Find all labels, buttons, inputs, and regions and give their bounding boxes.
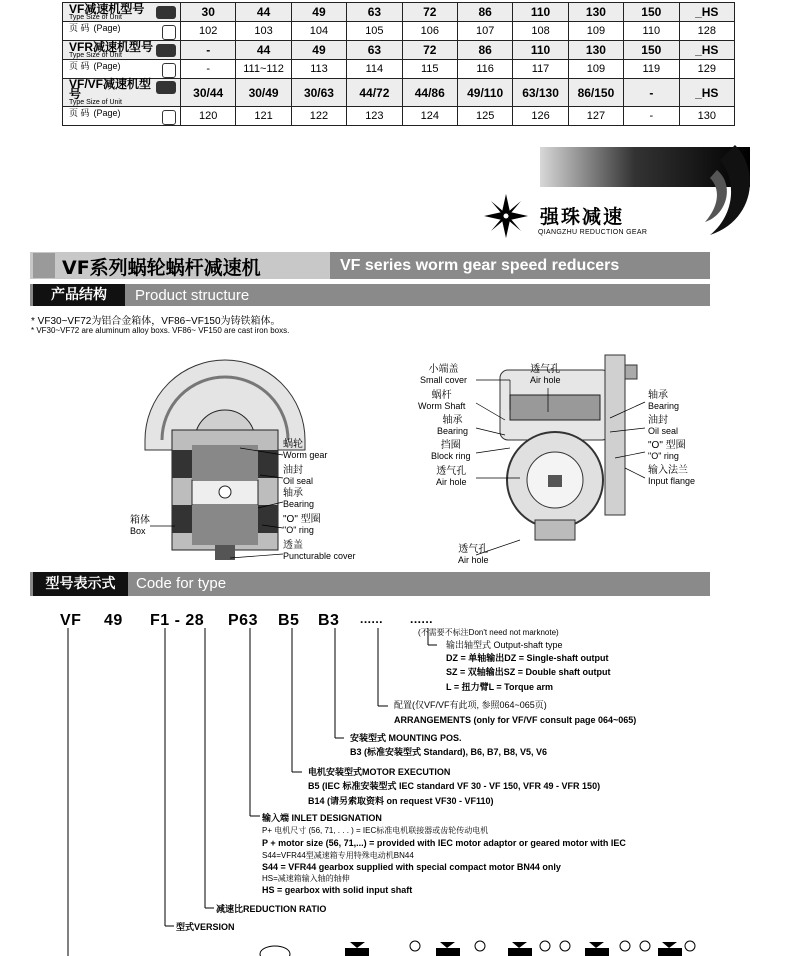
label-input-flange: 输入法兰 Input flange: [648, 465, 696, 486]
structure-tag: 产品结构: [33, 284, 125, 306]
row-label-en: (Page): [93, 22, 121, 33]
table-cell: 63/130: [513, 79, 568, 107]
table-cell: 30/63: [291, 79, 346, 107]
row-label-cn: 页 码: [69, 22, 90, 33]
code-vf: VF: [60, 612, 82, 629]
table-cell: 121: [236, 107, 291, 126]
code-arrangement: ......: [360, 612, 384, 626]
arrangement-cn: 配置(仅VF/VF有此项, 参照064~065页): [394, 700, 547, 710]
inlet-p-en: P + motor size (56, 71,...) = provided with IEC motor adaptor or geared motor with IEC: [262, 838, 626, 848]
inlet-hs-cn: HS=减速箱输入轴的轴伸: [262, 874, 350, 883]
inlet-p-cn: P+ 电机尺寸 (56, 71, . . . ) = IEC标准电机联接器或齿轮传动电机: [262, 826, 489, 835]
table-cell: 63: [347, 3, 402, 22]
table-cell: 115: [402, 60, 457, 79]
table-cell: 30/44: [181, 79, 236, 107]
table-cell: 86/150: [568, 79, 623, 107]
table-cell: 110: [624, 22, 679, 41]
gearbox-icon: [156, 6, 176, 19]
gearbox-icon: [156, 44, 176, 57]
table-cell: 109: [568, 60, 623, 79]
output-sz: SZ = 双轴输出SZ = Double shaft output: [446, 667, 611, 677]
table-cell: -: [181, 60, 236, 79]
row-label-en: (Page): [93, 107, 121, 118]
code-title: Code for type: [136, 575, 227, 592]
table-cell: 30: [181, 3, 236, 22]
inlet-hs-en: HS = gearbox with solid input shaft: [262, 885, 413, 895]
table-cell: 107: [457, 22, 512, 41]
table-cell: 124: [402, 107, 457, 126]
gearbox-icon: [156, 81, 176, 94]
code-size: 49: [104, 612, 123, 629]
table-cell: 117: [513, 60, 568, 79]
table-cell: 128: [679, 22, 734, 41]
output-note: (不需要不标注Don't need not marknote): [418, 628, 559, 637]
structure-bar: [30, 284, 710, 306]
table-cell: 129: [679, 60, 734, 79]
inlet-s44-cn: S44=VFR44型减速箱专用特殊电动机BN44: [262, 851, 414, 860]
label-bearing: 轴承 Bearing: [283, 488, 315, 509]
row-label-en: (Page): [93, 60, 121, 71]
motor-b5: B5 (IEC 标准安装型式 IEC standard VF 30 - VF 150, VFR 49 - VFR 150): [308, 781, 601, 791]
logo-name: 强珠减速: [540, 206, 625, 228]
table-cell: 44: [236, 3, 291, 22]
row-label-cn: VFR减速机型号: [69, 39, 154, 54]
table-cell: 123: [347, 107, 402, 126]
row-label: [63, 22, 181, 41]
code-tag: 型号表示式: [33, 572, 128, 596]
table-cell: 104: [291, 22, 346, 41]
table-cell: 44/72: [347, 79, 402, 107]
inlet-s44-en: S44 = VFR44 gearbox supplied with special compact motor BN44 only: [262, 862, 561, 872]
table-cell: 105: [347, 22, 402, 41]
row-label: [63, 79, 181, 107]
table-cell: 125: [457, 107, 512, 126]
code-bracket-lines: [0, 628, 800, 956]
label-puncturable-cover: 透盖 Puncturable cover: [283, 540, 356, 561]
table-cell: 150: [624, 3, 679, 22]
label-small-cover: 小端盖 Small cover: [420, 364, 468, 385]
code-motor: B5: [278, 612, 300, 629]
label-air-hole-2: 透气孔 Air hole: [530, 364, 561, 385]
table-cell: 130: [568, 3, 623, 22]
code-ratio: F1 - 28: [150, 612, 205, 629]
label-bearing-2: 轴承 Bearing: [437, 415, 469, 436]
series-title-en: VF series worm gear speed reducers: [340, 257, 620, 274]
table-row-page: [63, 107, 735, 126]
row-label: [63, 107, 181, 126]
table-cell: 130: [679, 107, 734, 126]
structure-note-cn: * VF30~VF72为铝合金箱体，VF86~VF150为铸铁箱体。: [31, 316, 281, 327]
code-output: ......: [410, 612, 434, 626]
table-row-type: [63, 41, 735, 60]
table-cell: 49: [291, 3, 346, 22]
table-cell: 126: [513, 107, 568, 126]
table-cell: 130: [568, 41, 623, 60]
table-cell: 119: [624, 60, 679, 79]
inlet-title: 输入端 INLET DESIGNATION: [262, 813, 382, 823]
table-cell: 30/49: [236, 79, 291, 107]
label-worm-shaft: 蜗杆 Worm Shaft: [418, 390, 466, 411]
label-box: 箱体 Box: [130, 515, 150, 536]
row-label: [63, 41, 181, 60]
mount-icon: [162, 110, 176, 125]
table-cell: 103: [236, 22, 291, 41]
label-oil-seal: 油封 Oil seal: [283, 465, 314, 486]
table-cell: 63: [347, 41, 402, 60]
table-cell: 44/86: [402, 79, 457, 107]
table-cell: 122: [291, 107, 346, 126]
table-row-type: [63, 79, 735, 107]
label-o-ring-2: "O" 型圈 "O" ring: [648, 440, 686, 461]
logo-swirl-icon: [665, 140, 755, 240]
table-cell: 86: [457, 41, 512, 60]
table-cell: 116: [457, 60, 512, 79]
table-cell: 111~112: [236, 60, 291, 79]
mounting-values: B3 (标准安装型式 Standard), B6, B7, B8, V5, V6: [350, 747, 548, 757]
version-gearbox-icon: [260, 946, 290, 956]
series-title-cn: VF系列蜗轮蜗杆减速机: [62, 257, 261, 279]
mounting-title: 安装型式 MOUNTING POS.: [350, 733, 462, 743]
output-shaft-title: 输出轴型式 Output-shaft type: [446, 640, 563, 650]
ratio-label: 减速比REDUCTION RATIO: [216, 904, 327, 914]
table-cell: 110: [513, 3, 568, 22]
motor-title: 电机安装型式MOTOR EXECUTION: [308, 767, 451, 777]
row-label-en: Type Size of Unit: [69, 99, 122, 106]
table-row-page: [63, 22, 735, 41]
compass-logo-icon: [482, 192, 530, 240]
table-cell: 49/110: [457, 79, 512, 107]
row-label-cn: VF/VF减速机型号: [69, 77, 152, 101]
leader-lines: [0, 340, 800, 570]
code-inlet: P63: [228, 612, 258, 629]
table-cell: 102: [181, 22, 236, 41]
table-row-type: [63, 3, 735, 22]
output-l: L = 扭力臂L = Torque arm: [446, 682, 554, 692]
motor-b14: B14 (请另索取资料 on request VF30 - VF110): [308, 796, 494, 806]
table-cell: -: [624, 79, 679, 107]
size-table: [62, 2, 735, 126]
code-mounting: B3: [318, 612, 340, 629]
table-cell: 127: [568, 107, 623, 126]
table-cell: 110: [513, 41, 568, 60]
version-label: 型式VERSION: [176, 922, 235, 932]
label-air-hole-3: 透气孔 Air hole: [458, 544, 489, 565]
series-header-block: [33, 253, 55, 278]
mount-icon: [162, 25, 176, 40]
table-cell: 72: [402, 3, 457, 22]
version-icons: [250, 936, 700, 956]
table-cell: 106: [402, 22, 457, 41]
table-cell: 109: [568, 22, 623, 41]
row-label-cn: 页 码: [69, 60, 90, 71]
structure-title: Product structure: [135, 287, 250, 304]
row-label-en: Type Size of Unit: [69, 51, 122, 59]
label-bearing-3: 轴承 Bearing: [648, 390, 680, 411]
row-label: [63, 60, 181, 79]
label-air-hole-1: 透气孔 Air hole: [436, 466, 467, 487]
table-cell: 49: [291, 41, 346, 60]
label-oil-seal-2: 油封 Oil seal: [648, 415, 679, 436]
row-label: [63, 3, 181, 22]
logo-subtitle: QIANGZHU REDUCTION GEAR: [538, 229, 648, 236]
table-cell: -: [624, 107, 679, 126]
table-cell: _HS: [679, 3, 734, 22]
label-worm-gear: 蜗轮 Worm gear: [283, 439, 328, 460]
table-cell: 113: [291, 60, 346, 79]
table-cell: _HS: [679, 41, 734, 60]
table-cell: _HS: [679, 79, 734, 107]
table-cell: 86: [457, 3, 512, 22]
table-row-page: [63, 60, 735, 79]
label-block-ring: 挡圈 Block ring: [431, 440, 471, 461]
row-label-cn: 页 码: [69, 107, 90, 118]
mount-icon: [162, 63, 176, 78]
row-label-cn: VF减速机型号: [69, 1, 145, 16]
table-cell: 114: [347, 60, 402, 79]
arrangement-en: ARRANGEMENTS (only for VF/VF consult page 064~065): [394, 715, 637, 725]
table-cell: 44: [236, 41, 291, 60]
table-cell: 120: [181, 107, 236, 126]
row-label-en: Type Size of Unit: [69, 13, 122, 21]
table-cell: 108: [513, 22, 568, 41]
code-bar: [30, 572, 710, 596]
table-cell: 150: [624, 41, 679, 60]
table-cell: -: [181, 41, 236, 60]
structure-note-en: * VF30~VF72 are aluminum alloy boxs. VF86~ VF150 are cast iron boxs.: [31, 326, 290, 335]
output-dz: DZ = 单轴输出DZ = Single-shaft output: [446, 653, 609, 663]
label-o-ring: "O" 型圈 "O" ring: [283, 514, 321, 535]
table-cell: 72: [402, 41, 457, 60]
